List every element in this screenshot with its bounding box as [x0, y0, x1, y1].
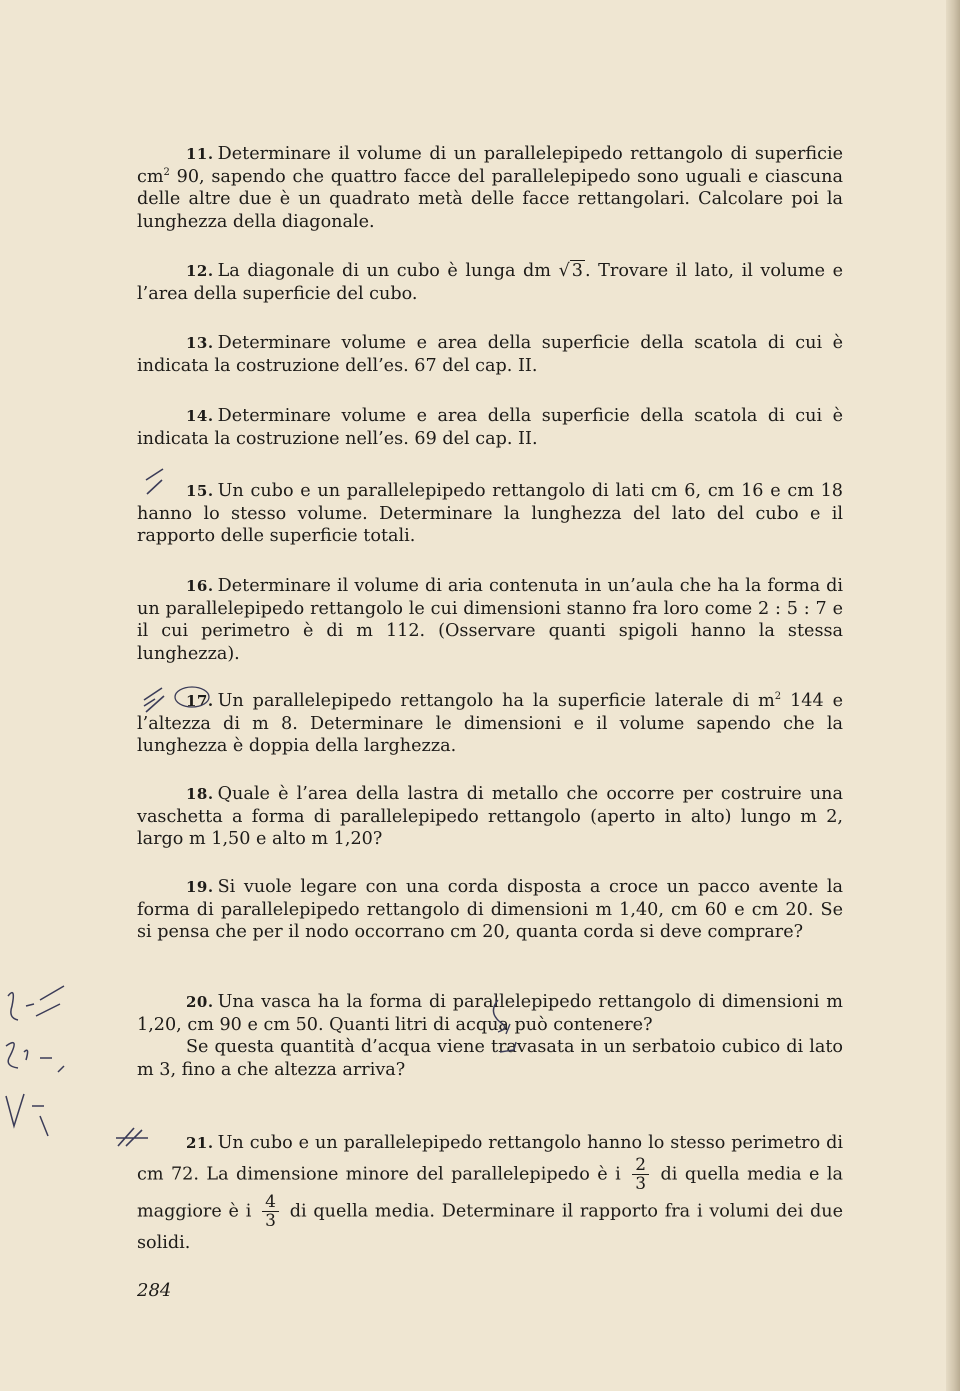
exercise-text: Determinare il volume di aria contenuta in un’aula che ha la forma di un parallelepipedo rettangolo le cui dimensioni stanno fra loro come 2 : 5 : 7 e il cui perimetro è di m 112. (Osservare quanti spigoli hanno la stessa lunghezza).	[137, 576, 843, 664]
exercise-text: Determinare volume e area della superficie della scatola di cui è indicata la costruzione nell’es. 69 del cap. II.	[137, 406, 843, 449]
exercise-number: 19.	[186, 878, 214, 896]
fraction	[262, 1193, 279, 1230]
radical-sign: √	[558, 261, 570, 281]
exercise-19	[137, 876, 843, 944]
superscript: 2	[774, 691, 782, 703]
exercise-text: di quella media e la maggiore è i	[137, 1164, 844, 1222]
pencil-circle-17	[172, 684, 212, 710]
exercise-number: 16.	[186, 577, 214, 595]
fraction-denominator: 3	[635, 1174, 647, 1194]
exercise-15	[137, 480, 843, 548]
exercise-18	[137, 783, 843, 851]
exercise-text: Determinare il volume di un parallelepipedo rettangolo di superficie cm	[137, 144, 843, 187]
exercise-number: 14.	[186, 407, 214, 425]
exercise-text: La diagonale di un cubo è lunga dm	[217, 261, 559, 281]
radicand: 3	[571, 261, 583, 281]
exercise-11	[137, 143, 843, 233]
fraction	[632, 1156, 649, 1193]
exercise-text: 144 e l’altezza di m 8. Determinare le dimensioni e il volume sapendo che la lunghezza è doppia della larghezza.	[137, 691, 843, 756]
exercise-number: 18.	[186, 785, 214, 803]
exercise-text: Un parallelepipedo rettangolo ha la superficie laterale di m	[217, 691, 775, 711]
fraction-denominator: 3	[265, 1211, 276, 1231]
pencil-check-mark-15	[143, 468, 167, 496]
exercise-number: 21.	[186, 1134, 214, 1152]
exercise-21	[137, 1130, 843, 1256]
exercise-16	[137, 575, 843, 665]
exercise-12	[137, 260, 843, 305]
pencil-check-mark-21	[112, 1124, 152, 1152]
exercise-text: Un cubo e un parallelepipedo rettangolo hanno lo stesso perimetro di cm 72. La dimensione minore del parallelepipedo è i	[137, 1133, 843, 1185]
exercise-text: di quella media. Determinare il rapporto fra i volumi dei due solidi.	[137, 1201, 843, 1253]
exercise-number: 12.	[186, 262, 214, 280]
pencil-margin-scribbles	[0, 976, 80, 1156]
exercise-text: Si vuole legare con una corda disposta a croce un pacco avente la forma di parallelepipedo rettangolo di dimensioni m 1,40, cm 60 e cm 20. Se si pensa che per il nodo occorrano cm 20, quanta corda si deve comprare?	[137, 877, 843, 942]
fraction-numerator: 4	[262, 1193, 279, 1212]
pencil-check-mark-17	[141, 686, 167, 714]
exercise-number: 11.	[186, 145, 214, 163]
exercise-text: Quale è l’area della lastra di metallo che occorre per costruire una vaschetta a forma di parallelepipedo rettangolo (aperto in alto) lungo m 2, largo m 1,50 e alto m 1,20?	[137, 784, 843, 849]
page-edge	[946, 0, 960, 1391]
exercise-17	[137, 690, 843, 758]
exercise-14	[137, 405, 843, 450]
pencil-bracket-20	[478, 998, 528, 1060]
exercise-number: 17.	[186, 692, 214, 710]
exercise-text: Un cubo e un parallelepipedo rettangolo di lati cm 6, cm 16 e cm 18 hanno lo stesso volume. Determinare la lunghezza del lato del cubo e il rapporto delle superficie totali.	[137, 481, 843, 546]
exercise-text: 90, sapendo che quattro facce del parallelepipedo sono uguali e ciascuna delle altre due è un quadrato metà delle facce rettangolari. Calcolare poi la lunghezza della diagonale.	[137, 166, 843, 232]
fraction-numerator: 2	[632, 1156, 649, 1175]
exercise-number: 20.	[186, 993, 214, 1011]
exercise-number: 15.	[186, 482, 214, 500]
page-number: 284	[137, 1280, 172, 1301]
superscript: 2	[163, 166, 170, 178]
exercise-text: Se questa quantità d’acqua viene travasata in un serbatoio cubico di lato m 3, fino a che altezza arriva?	[137, 1037, 843, 1080]
square-root	[559, 260, 585, 283]
exercise-text: Una vasca ha la forma di parallelepipedo rettangolo di dimensioni m 1,20, cm 90 e cm 50. Quanti litri di acqua può contenere?	[137, 992, 843, 1035]
exercise-text: Determinare volume e area della superficie della scatola di cui è indicata la costruzione dell’es. 67 del cap. II.	[137, 333, 843, 376]
exercise-13	[137, 332, 843, 377]
exercise-text: . Trovare il lato, il volume e l’area della superficie del cubo.	[137, 261, 843, 304]
exercise-number: 13.	[186, 334, 214, 352]
